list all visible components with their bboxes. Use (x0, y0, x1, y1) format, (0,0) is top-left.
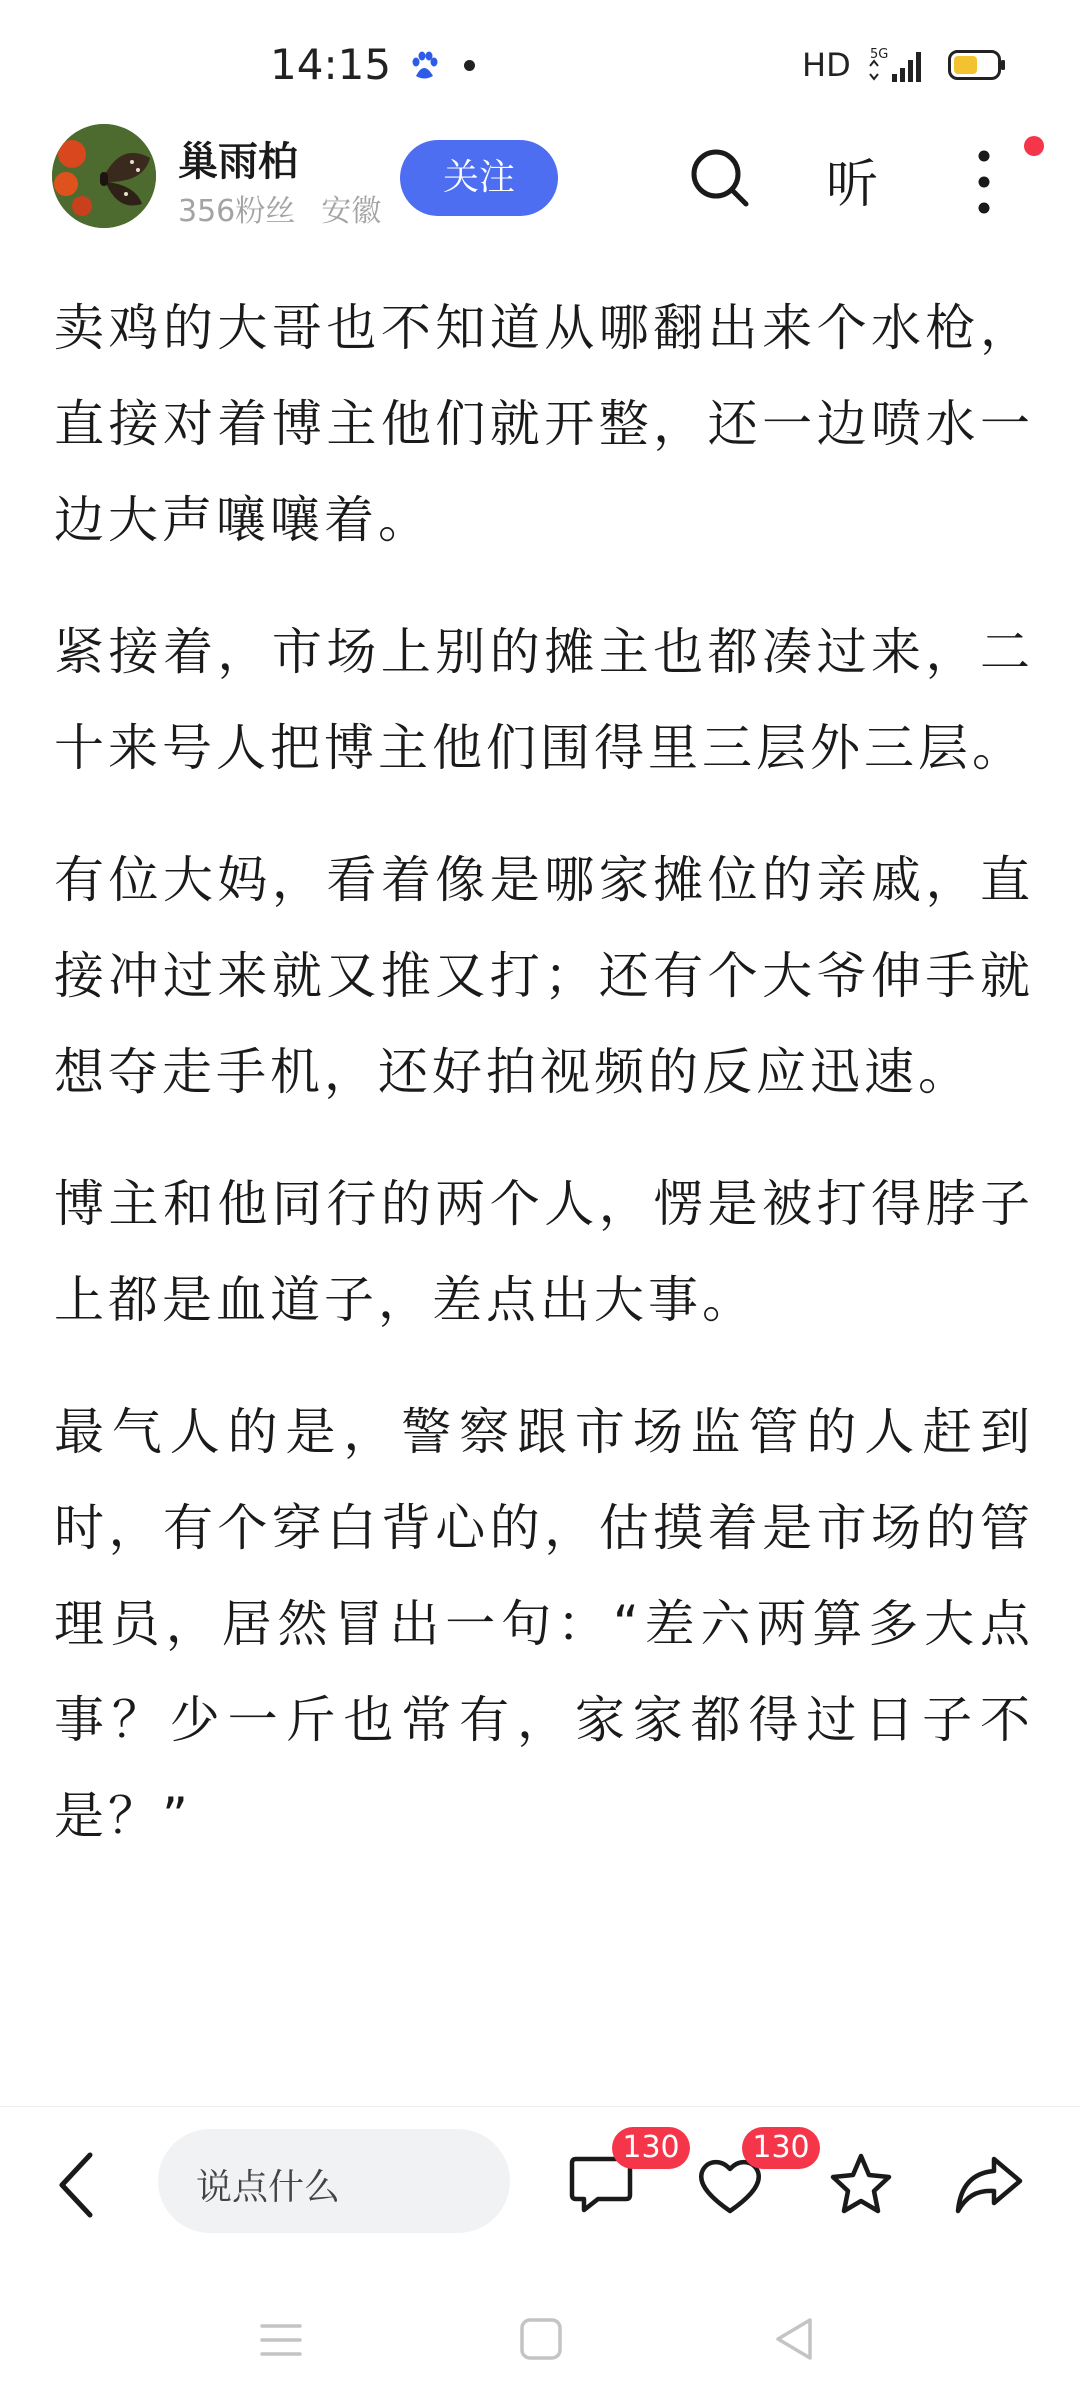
follow-button[interactable]: 关注 (400, 140, 558, 216)
article-paragraph: 有位大妈，看着像是哪家摊位的亲戚，直接冲过来就又推又打；还有个大爷伸手就想夺走手机，还好拍视频的反应迅速。 (54, 851, 1034, 1101)
comment-input[interactable] (158, 2129, 510, 2233)
follower-count: 356粉丝 (178, 194, 296, 229)
baidu-paw-icon (408, 50, 440, 82)
article-paragraph: 紧接着，市场上别的摊主也都凑过来，二十来号人把博主他们围得里三层外三层。 (54, 623, 1034, 777)
menu-icon[interactable] (258, 2318, 304, 2362)
status-bar (0, 0, 1080, 130)
dot-icon (464, 60, 475, 71)
more-vertical-icon[interactable] (972, 146, 996, 218)
network-hd-label: HD (802, 46, 851, 84)
listen-button[interactable]: 听 (826, 155, 879, 215)
back-arrow-icon[interactable] (54, 2149, 98, 2221)
comment-count-badge: 130 (612, 2127, 690, 2169)
butterfly-avatar-image (52, 124, 156, 228)
share-arrow-icon[interactable] (954, 2153, 1024, 2215)
back-triangle-icon[interactable] (770, 2314, 818, 2364)
signal-5g-label: 5G (870, 47, 889, 62)
search-icon[interactable] (688, 146, 752, 210)
article-paragraph: 博主和他同行的两个人，愣是被打得脖子上都是血道子，差点出大事。 (54, 1175, 1034, 1329)
avatar[interactable] (52, 124, 156, 228)
battery-icon (948, 50, 1006, 80)
star-icon[interactable] (828, 2151, 894, 2217)
article-body (54, 280, 1034, 1900)
like-count-badge: 130 (742, 2127, 820, 2169)
author-location: 安徽 (321, 194, 382, 229)
comment-placeholder: 说点什么 (196, 2167, 341, 2208)
author-meta (178, 186, 407, 230)
battery-fill (954, 56, 977, 74)
signal-icon (866, 44, 930, 84)
bottom-action-bar (0, 2106, 1080, 2235)
article-paragraph: 最气人的是，警察跟市场监管的人赶到时，有个穿白背心的，估摸着是市场的管理员，居然冒出一句：“差六两算多大点事？少一斤也常有，家家都得过日子不是？” (54, 1403, 1034, 1845)
system-navigation-bar (0, 2280, 1080, 2400)
author-name[interactable]: 巢雨柏 (178, 139, 298, 185)
home-icon[interactable] (518, 2316, 564, 2362)
author-header (0, 120, 1080, 232)
status-time: 14:15 (270, 40, 392, 89)
article-paragraph: 卖鸡的大哥也不知道从哪翻出来个水枪，直接对着博主他们就开整，还一边喷水一边大声嚷嚷着。 (54, 299, 1034, 549)
notification-dot (1024, 136, 1044, 156)
